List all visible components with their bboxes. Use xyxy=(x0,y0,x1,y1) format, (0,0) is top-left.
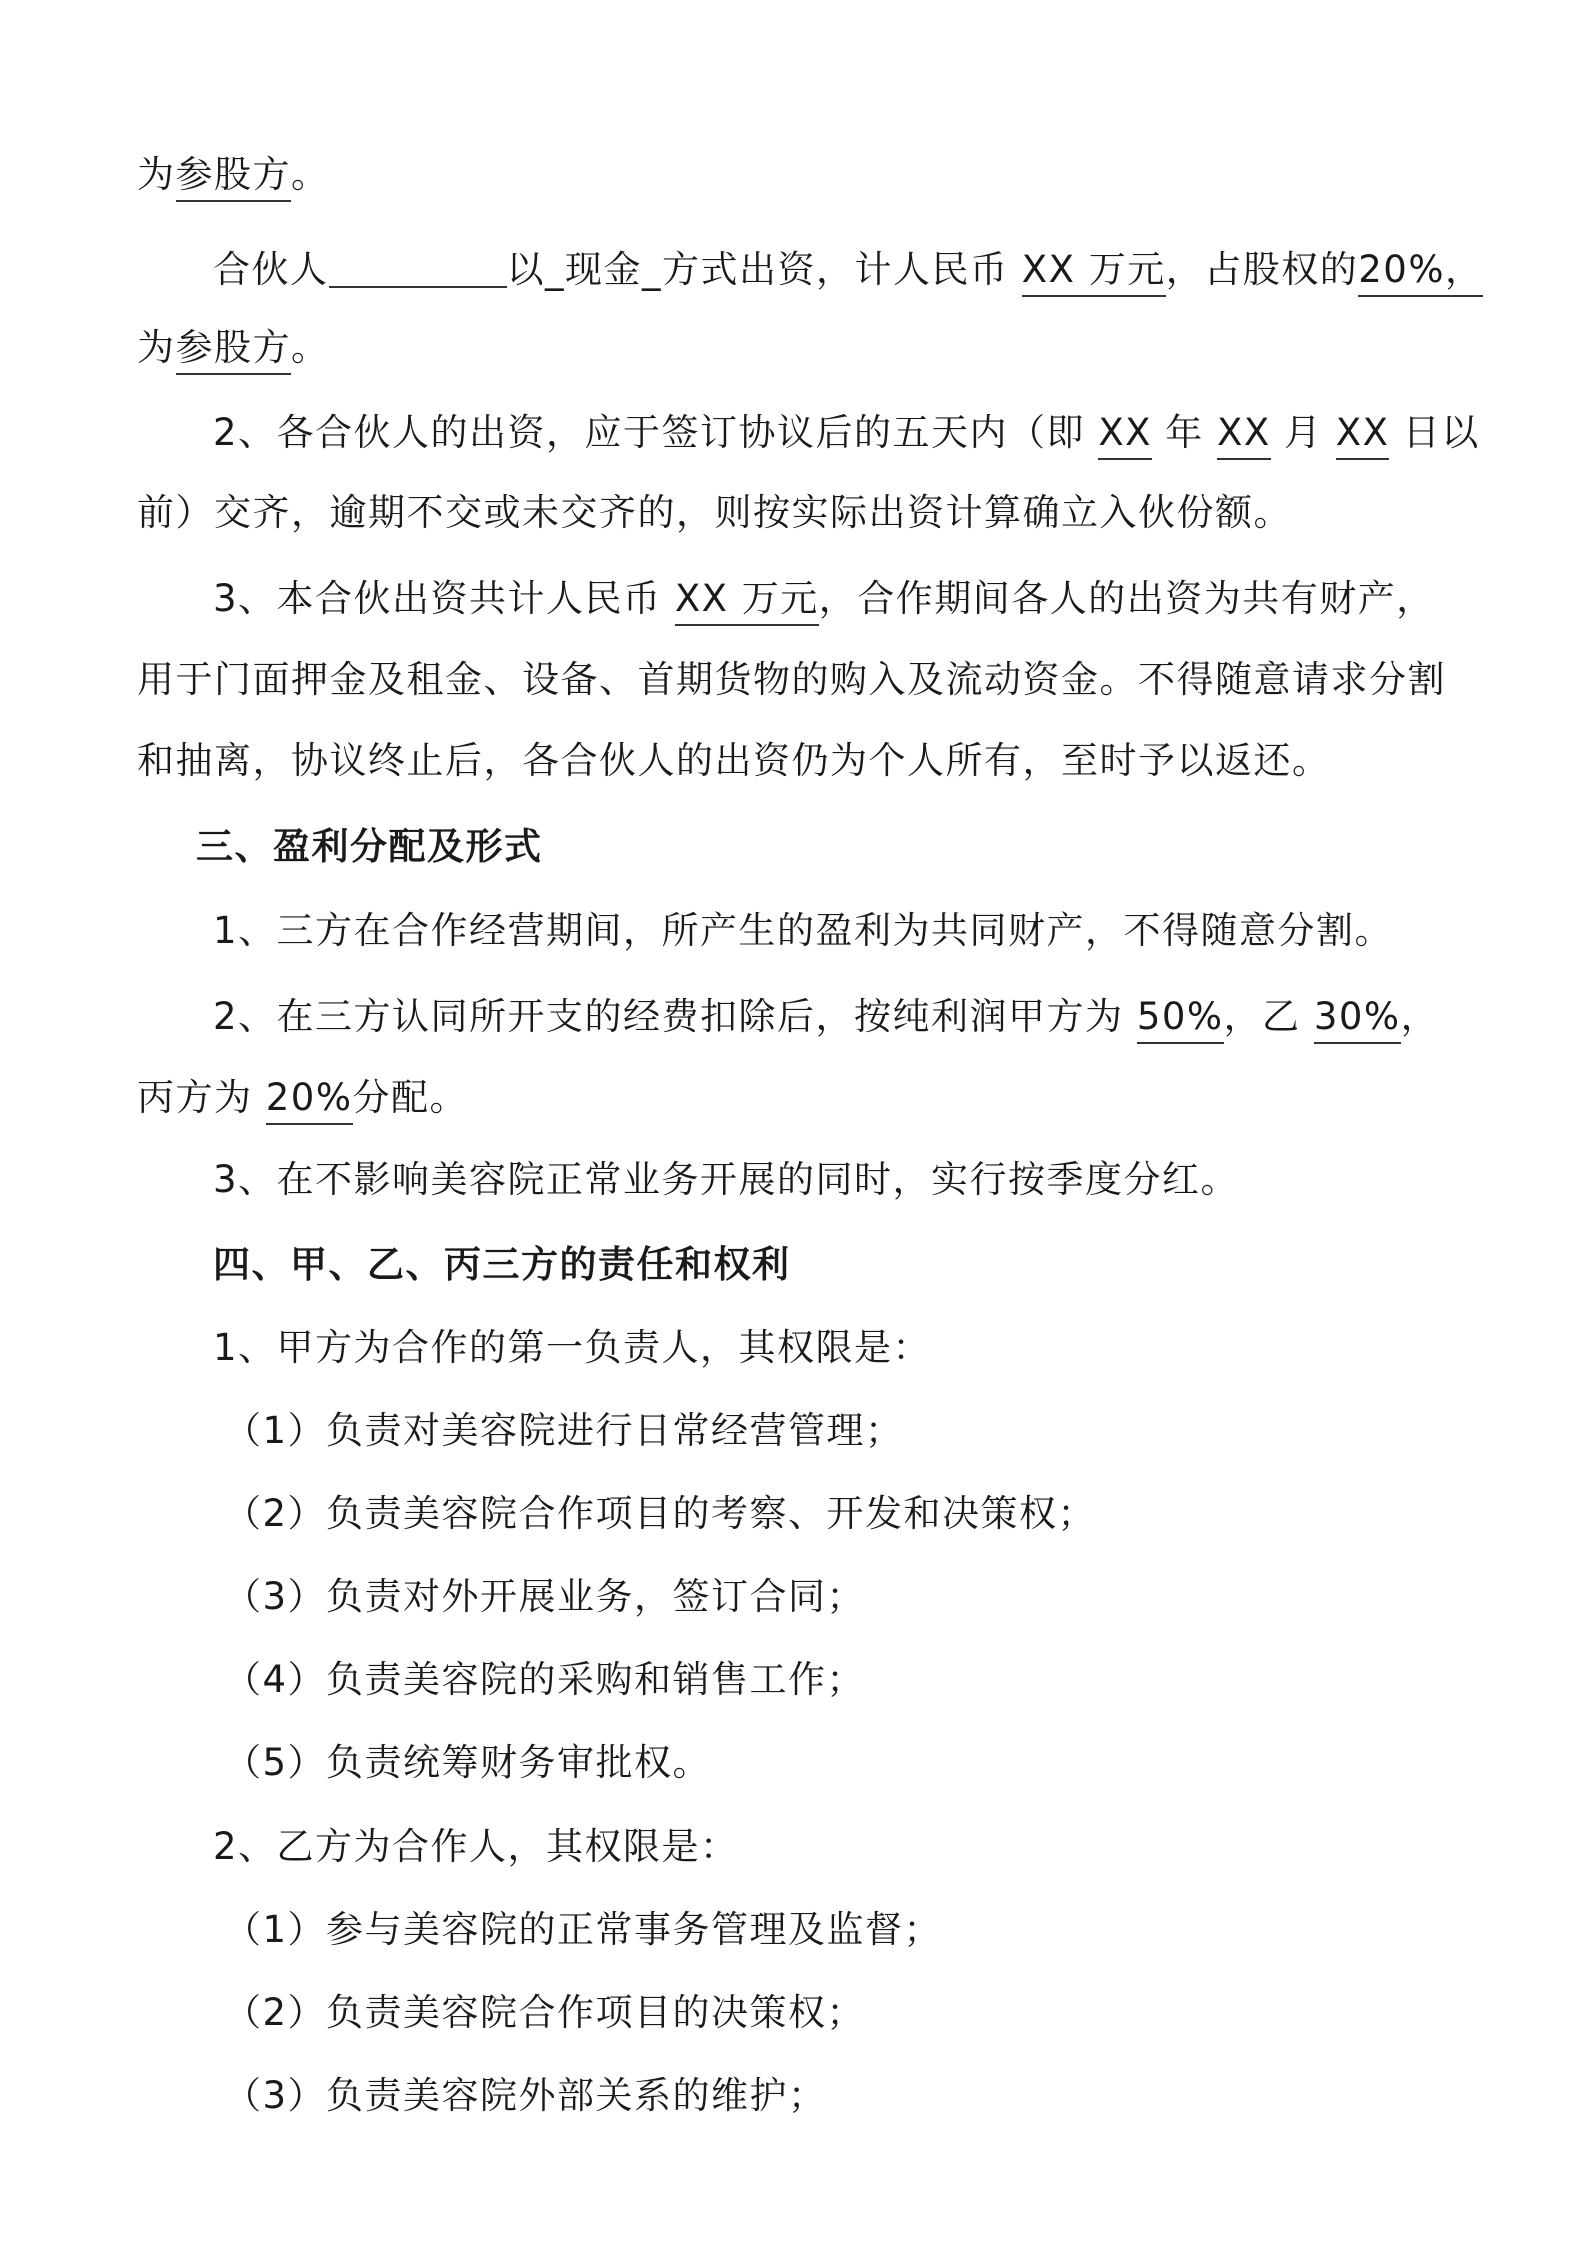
paragraph-line xyxy=(213,408,1480,458)
text: 。 xyxy=(291,326,330,369)
text: 日以 xyxy=(1402,411,1480,454)
list-item-text: （5）负责统筹财务审批权。 xyxy=(224,1741,712,1784)
paragraph-line xyxy=(213,992,1439,1042)
underlined-text: 30% xyxy=(1314,995,1401,1044)
list-item xyxy=(224,1406,904,1456)
text: 以_现金_方式出资，计人民币 xyxy=(506,248,1009,291)
paragraph-line xyxy=(137,655,1446,705)
list-item-text: （4）负责美容院的采购和销售工作； xyxy=(224,1658,866,1701)
paragraph-line xyxy=(213,1155,1239,1205)
underlined-text: XX xyxy=(1336,411,1390,460)
text: 合伙人 xyxy=(213,248,329,291)
list-item-text: （2）负责美容院合作项目的考察、开发和决策权； xyxy=(224,1492,1097,1535)
text: ，合作期间各人的出资为共有财产， xyxy=(818,577,1435,620)
list-item-text: （3）负责对外开展业务，签订合同； xyxy=(224,1575,866,1618)
list-item xyxy=(224,1738,711,1788)
paragraph-line xyxy=(213,906,1393,956)
heading-text: 四、甲、乙、丙三方的责任和权利 xyxy=(213,1243,791,1286)
text: 2、各合伙人的出资，应于签订协议后的五天内（即 xyxy=(213,411,1086,454)
text: ，乙 xyxy=(1223,995,1301,1038)
paragraph-line xyxy=(137,150,330,200)
underlined-text: 20%， xyxy=(1358,248,1483,297)
paragraph-line xyxy=(213,1323,931,1373)
list-item xyxy=(224,1572,865,1622)
list-item xyxy=(224,1905,942,1955)
text: 前）交齐，逾期不交或未交齐的，则按实际出资计算确立入伙份额。 xyxy=(137,491,1292,534)
section-heading xyxy=(213,1240,791,1290)
text: 3、在不影响美容院正常业务开展的同时，实行按季度分红。 xyxy=(213,1158,1240,1201)
list-item-text: （1）参与美容院的正常事务管理及监督； xyxy=(224,1908,943,1951)
text: 用于门面押金及租金、设备、首期货物的购入及流动资金。不得随意请求分割 xyxy=(137,658,1446,701)
underlined-text: XX 万元 xyxy=(1022,248,1166,297)
text: ，占股权的 xyxy=(1165,248,1359,291)
text: 为 xyxy=(137,326,176,369)
paragraph-line xyxy=(213,245,1483,295)
text: 年 xyxy=(1165,411,1204,454)
text: 丙方为 xyxy=(137,1076,253,1119)
list-item xyxy=(224,1655,865,1705)
paragraph-line xyxy=(137,736,1331,786)
text: ， xyxy=(1400,995,1440,1038)
list-item xyxy=(224,2071,827,2121)
text: 1、三方在合作经营期间，所产生的盈利为共同财产，不得随意分割。 xyxy=(213,909,1394,952)
text: 1、甲方为合作的第一负责人，其权限是： xyxy=(213,1326,932,1369)
underlined-text: XX 万元 xyxy=(675,577,819,626)
paragraph-line xyxy=(137,323,330,373)
text: 月 xyxy=(1284,411,1323,454)
section-heading xyxy=(196,822,543,872)
underlined-text: 参股方 xyxy=(176,326,292,375)
blank-field xyxy=(329,250,507,288)
text: 为 xyxy=(137,153,176,196)
list-item-text: （1）负责对美容院进行日常经营管理； xyxy=(224,1409,904,1452)
list-item-text: （2）负责美容院合作项目的决策权； xyxy=(224,1991,866,2034)
list-item xyxy=(224,1988,865,2038)
text: 。 xyxy=(291,153,330,196)
text: 3、本合伙出资共计人民币 xyxy=(213,577,662,620)
paragraph-line xyxy=(213,1822,739,1872)
paragraph-line xyxy=(213,574,1435,624)
text: 2、乙方为合作人，其权限是： xyxy=(213,1825,739,1868)
paragraph-line xyxy=(137,1073,468,1123)
underlined-text: 参股方 xyxy=(176,153,292,202)
text: 2、在三方认同所开支的经费扣除后，按纯利润甲方为 xyxy=(213,995,1124,1038)
text: 和抽离，协议终止后，各合伙人的出资仍为个人所有，至时予以返还。 xyxy=(137,739,1331,782)
text: 分配。 xyxy=(352,1076,469,1119)
underlined-text: XX xyxy=(1217,411,1271,460)
list-item xyxy=(224,1489,1096,1539)
list-item-text: （3）负责美容院外部关系的维护； xyxy=(224,2074,827,2117)
underlined-text: 50% xyxy=(1137,995,1224,1044)
heading-text: 三、盈利分配及形式 xyxy=(196,825,543,868)
paragraph-line xyxy=(137,488,1292,538)
underlined-text: 20% xyxy=(266,1076,353,1125)
underlined-text: XX xyxy=(1098,411,1152,460)
